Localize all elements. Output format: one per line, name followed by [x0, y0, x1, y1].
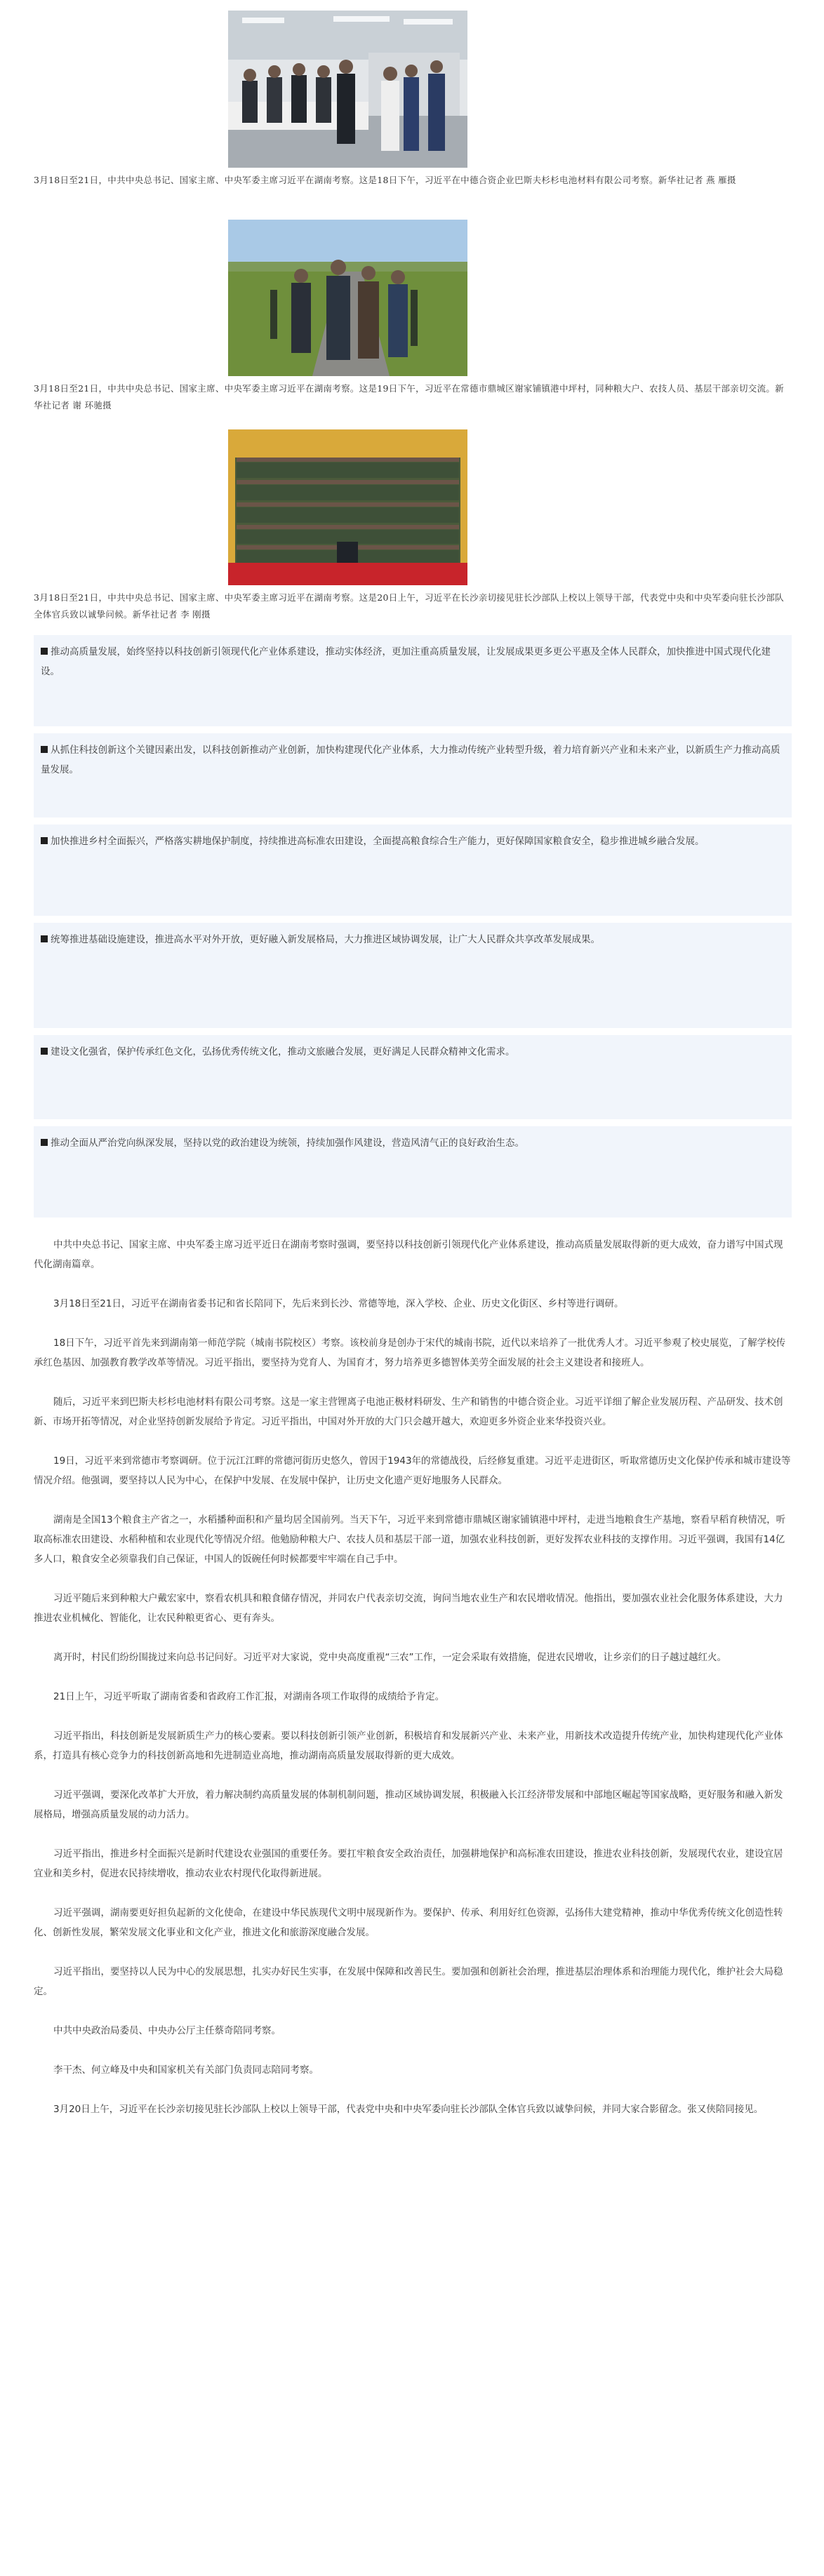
highlight-text: 推动全面从严治党向纵深发展，坚持以党的政治建设为统领，持续加强作风建设，营造风清气正的良好政治生态。 [51, 1137, 524, 1149]
highlight-text: 从抓住科技创新这个关键因素出发，以科技创新推动产业创新，加快构建现代化产业体系，大力推动传统产业转型升级，着力培育新兴产业和未来产业，以新质生产力推动高质量发展。 [41, 745, 780, 775]
article-paragraph: 习近平强调，湖南要更好担负起新的文化使命，在建设中华民族现代文明中展现新作为。要保护、传承、利用好红色资源，弘扬伟大建党精神，推动中华优秀传统文化创造性转化、创新性发展，繁荣发展文化事业和文化产业，推进文化和旅游深度融合发展。 [34, 1907, 783, 1938]
article-paragraph: 离开时，村民们纷纷围拢过来向总书记问好。习近平对大家说，党中央高度重视“三农”工作，一定会采取有效措施，促进农民增收，让乡亲们的日子越过越红火。 [53, 1652, 726, 1663]
photo-group [228, 429, 467, 585]
bullet-square-icon [41, 1048, 48, 1055]
highlight-text: 统筹推进基础设施建设，推进高水平对外开放，更好融入新发展格局，大力推进区域协调发展，让广大人民群众共享改革发展成果。 [51, 934, 600, 945]
bullet-square-icon [41, 648, 48, 655]
article-paragraph: 习近平指出，科技创新是发展新质生产力的核心要素。要以科技创新引领产业创新，积极培育和发展新兴产业、未来产业，用新技术改造提升传统产业，加快构建现代化产业体系，打造具有核心竞争力的科技创新高地和先进制造业高地，推动湖南高质量发展取得新的更大成效。 [34, 1730, 783, 1761]
article-paragraph: 3月18日至21日，习近平在湖南省委书记和省长陪同下，先后来到长沙、常德等地，深入学校、企业、历史文化街区、乡村等进行调研。 [53, 1298, 624, 1309]
factory-photo-icon [228, 11, 467, 168]
article-paragraph: 19日，习近平来到常德市考察调研。位于沅江江畔的常德河街历史悠久，曾因于1943年的常德战役，后经修复重建。习近平走进街区，听取常德历史文化保护传承和城市建设等情况介绍。他强调，要坚持以人民为中心，在保护中发展、在发展中保护，让历史文化遗产更好地服务人民群众。 [34, 1455, 791, 1486]
article-paragraph: 习近平强调，要深化改革扩大开放，着力解决制约高质量发展的体制机制问题，推动区域协调发展，积极融入长江经济带发展和中部地区崛起等国家战略，更好服务和融入新发展格局，增强高质量发展的动力活力。 [34, 1789, 783, 1820]
highlight-block [34, 923, 792, 1028]
article-paragraph: 中共中央总书记、国家主席、中央军委主席习近平近日在湖南考察时强调，要坚持以科技创新引领现代化产业体系建设，推动高质量发展取得新的更大成效，奋力谱写中国式现代化湖南篇章。 [34, 1239, 783, 1270]
article-paragraph: 习近平指出，推进乡村全面振兴是新时代建设农业强国的重要任务。要扛牢粮食安全政治责任，加强耕地保护和高标准农田建设，推进农业科技创新，发展现代农业，建设宜居宜业和美乡村，促进农民持续增收，推动农业农村现代化取得新进展。 [34, 1848, 783, 1879]
highlight-text: 加快推进乡村全面振兴，严格落实耕地保护制度，持续推进高标准农田建设，全面提高粮食综合生产能力，更好保障国家粮食安全，稳步推进城乡融合发展。 [51, 836, 705, 847]
article-paragraph: 李干杰、何立峰及中央和国家机关有关部门负责同志陪同考察。 [53, 2064, 319, 2076]
group-photo-icon [228, 429, 467, 585]
article-paragraph: 随后，习近平来到巴斯夫杉杉电池材料有限公司考察。这是一家主营锂离子电池正极材料研发、生产和销售的中德合资企业。习近平详细了解企业发展历程、产品研发、技术创新、市场开拓等情况，对企业坚持创新发展给予肯定。习近平指出，中国对外开放的大门只会越开越大，欢迎更多外资企业来华投资兴业。 [34, 1396, 783, 1427]
highlight-block [34, 1035, 792, 1119]
photo-caption: 3月18日至21日，中共中央总书记、国家主席、中央军委主席习近平在湖南考察。这是20日上午，习近平在长沙亲切接见驻长沙部队上校以上领导干部，代表党中央和中央军委向驻长沙部队全体官兵致以诚挚问候。新华社记者 李 刚摄 [34, 592, 784, 620]
article-paragraph: 习近平指出，要坚持以人民为中心的发展思想，扎实办好民生实事，在发展中保障和改善民生。要加强和创新社会治理，推进基层治理体系和治理能力现代化，维护社会大局稳定。 [34, 1966, 783, 1997]
bullet-square-icon [41, 746, 48, 753]
highlight-text: 推动高质量发展，始终坚持以科技创新引领现代化产业体系建设，推动实体经济，更加注重高质量发展，让发展成果更多更公平惠及全体人民群众，加快推进中国式现代化建设。 [41, 646, 771, 677]
article-paragraph: 21日上午，习近平听取了湖南省委和省政府工作汇报，对湖南各项工作取得的成绩给予肯定。 [53, 1691, 445, 1702]
bullet-square-icon [41, 935, 48, 942]
highlight-block [34, 733, 792, 817]
field-photo-icon [228, 220, 467, 376]
bullet-square-icon [41, 837, 48, 844]
article-paragraph: 18日下午，习近平首先来到湖南第一师范学院（城南书院校区）考察。该校前身是创办于宋代的城南书院，近代以来培养了一批优秀人才。习近平参观了校史展览，了解学校传承红色基因、加强教育教学改革等情况。习近平指出，要坚持为党育人、为国育才，努力培养更多德智体美劳全面发展的社会主义建设者和接班人。 [34, 1337, 786, 1368]
article-paragraph: 中共中央政治局委员、中央办公厅主任蔡奇陪同考察。 [53, 2025, 281, 2036]
highlight-block [34, 825, 792, 916]
highlight-text: 建设文化强省，保护传承红色文化，弘扬优秀传统文化，推动文旅融合发展，更好满足人民群众精神文化需求。 [51, 1046, 515, 1057]
highlight-block [34, 1126, 792, 1217]
photo-factory [228, 11, 467, 168]
highlights-section [34, 635, 792, 1217]
photo-field [228, 220, 467, 376]
article-paragraph: 湖南是全国13个粮食主产省之一，水稻播种面积和产量均居全国前列。当天下午，习近平来到常德市鼎城区谢家铺镇港中坪村，走进当地粮食生产基地，察看早稻育秧情况，听取高标准农田建设、水稻种植和农业现代化等情况介绍。他勉励种粮大户、农技人员和基层干部一道，加强农业科技创新，更好发挥农业科技的支撑作用。习近平强调，我国有14亿多人口，粮食安全必须靠我们自己保证，中国人的饭碗任何时候都要牢牢端在自己手中。 [34, 1514, 786, 1565]
bullet-square-icon [41, 1139, 48, 1146]
article-body [34, 1235, 792, 2119]
photo-caption: 3月18日至21日，中共中央总书记、国家主席、中央军委主席习近平在湖南考察。这是19日下午，习近平在常德市鼎城区谢家铺镇港中坪村，同种粮大户、农技人员、基层干部亲切交流。新华社记者 谢 环驰摄 [34, 383, 784, 411]
article-paragraph: 习近平随后来到种粮大户戴宏家中，察看农机具和粮食储存情况，并同农户代表亲切交流，询问当地农业生产和农民增收情况。他指出，要加强农业社会化服务体系建设，大力推进农业机械化、智能化，让农民种粮更省心、更有奔头。 [34, 1593, 783, 1624]
photo-caption: 3月18日至21日，中共中央总书记、国家主席、中央军委主席习近平在湖南考察。这是18日下午，习近平在中德合资企业巴斯夫杉杉电池材料有限公司考察。新华社记者 燕 雁摄 [34, 175, 736, 185]
highlight-block [34, 635, 792, 726]
article-paragraph: 3月20日上午，习近平在长沙亲切接见驻长沙部队上校以上领导干部，代表党中央和中央军委向驻长沙部队全体官兵致以诚挚问候，并同大家合影留念。张又侠陪同接见。 [53, 2104, 764, 2115]
